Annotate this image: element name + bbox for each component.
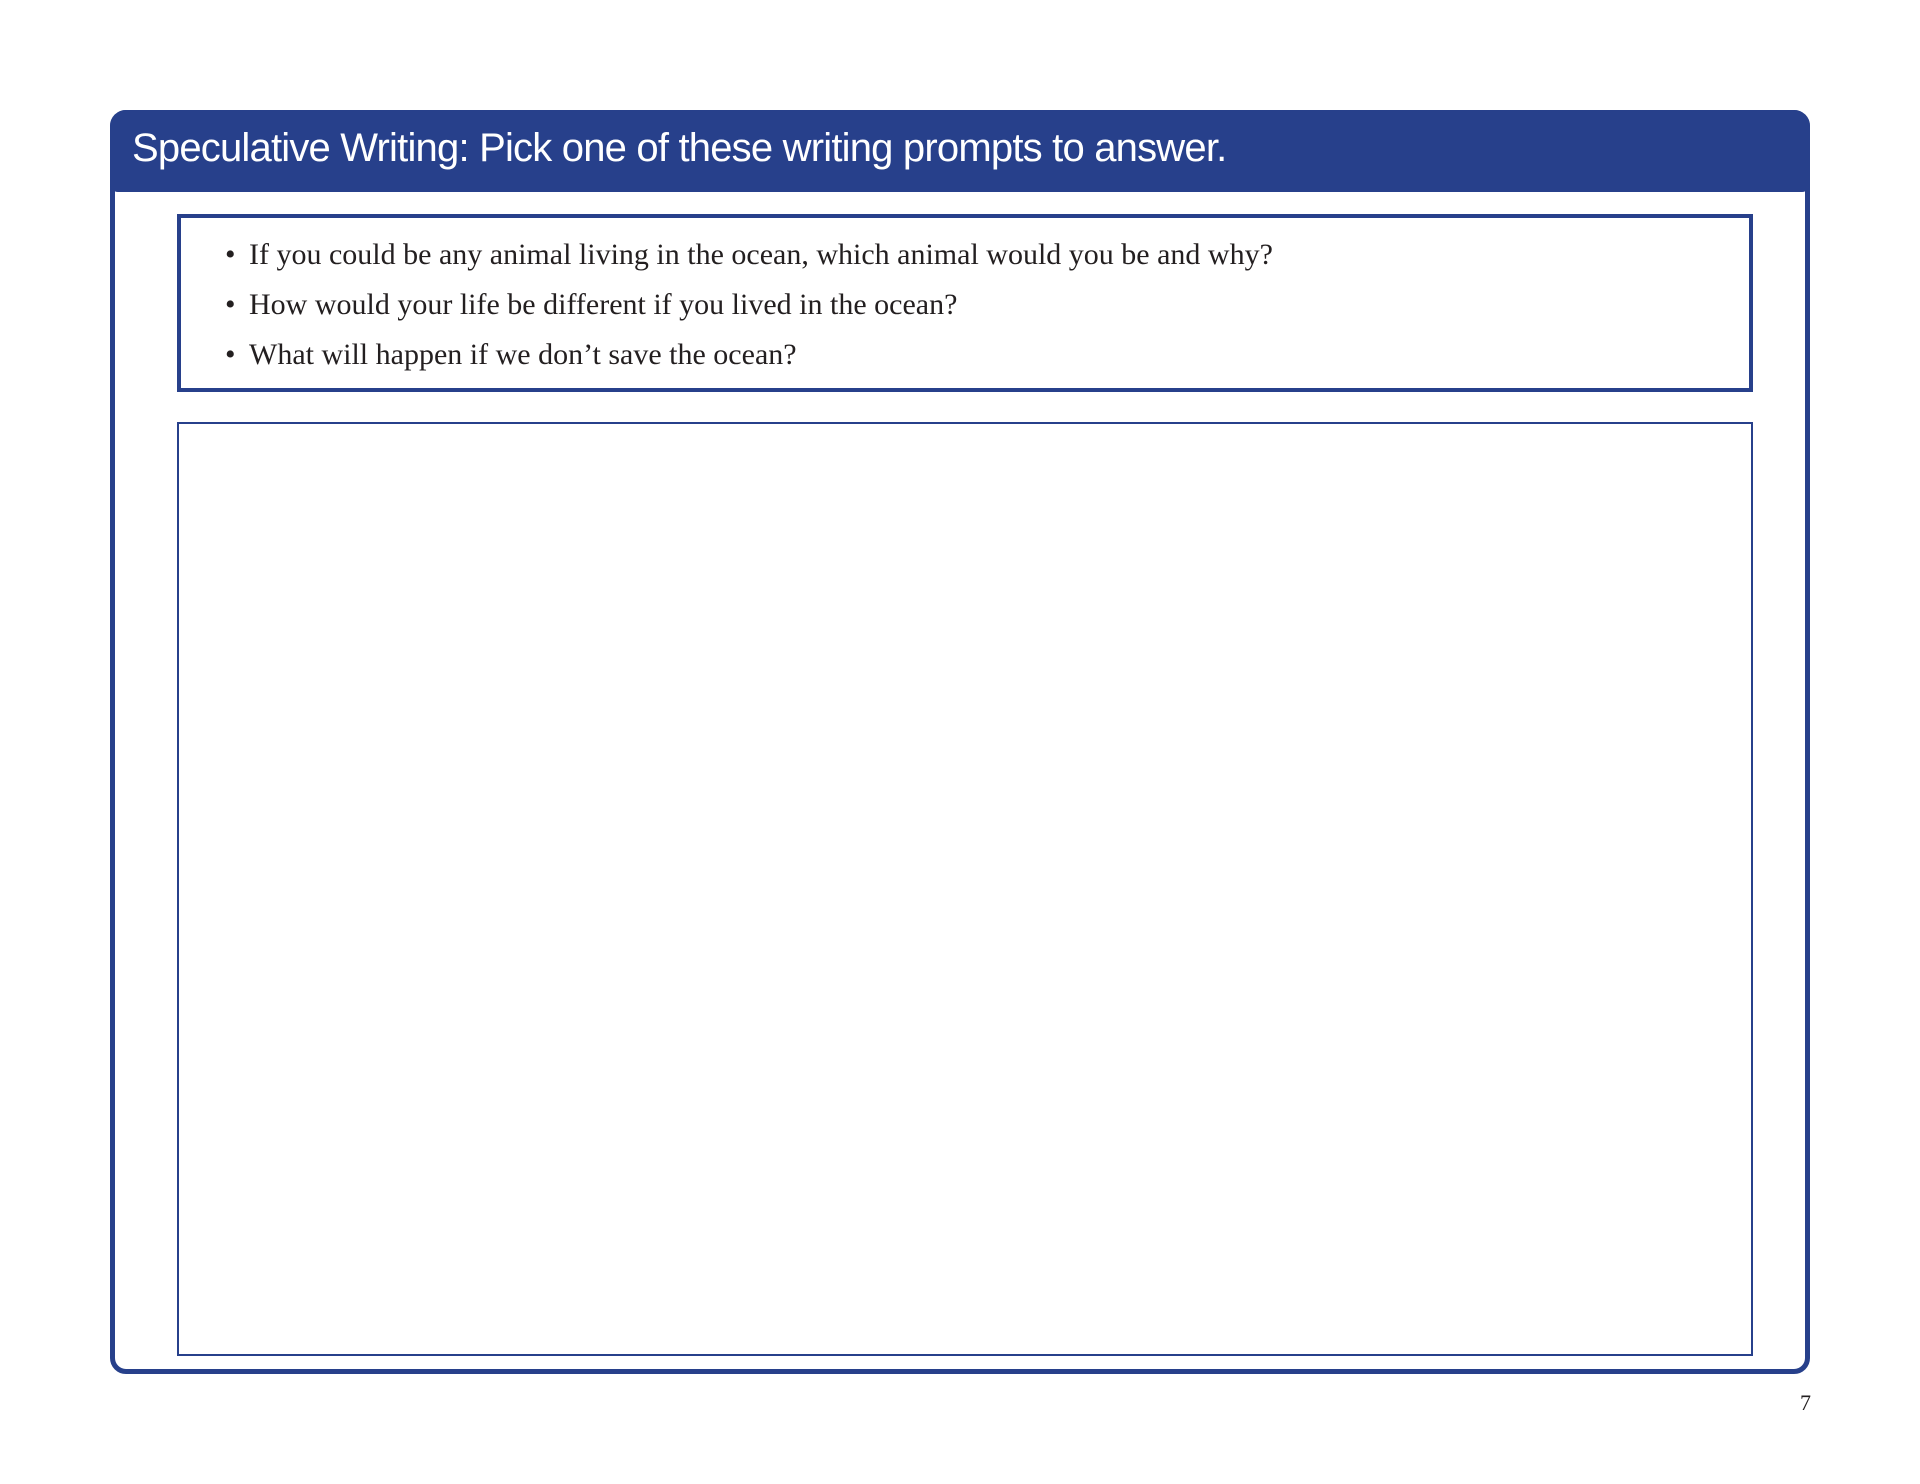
prompt-text: What will happen if we don’t save the ocean? [249,338,797,371]
writing-area[interactable] [177,422,1753,1356]
prompt-item [225,330,1273,380]
bullet-icon: • [225,288,236,321]
page-number: 7 [1800,1390,1811,1415]
prompt-item [225,280,1273,330]
prompt-text: If you could be any animal living in the ocean, which animal would you be and why? [249,238,1273,271]
header-bar [110,110,1810,192]
page-title: Speculative Writing: Pick one of these writing prompts to answer. [132,126,1227,170]
bullet-icon: • [225,338,236,371]
prompt-list [225,230,1273,380]
prompts-box [177,214,1753,392]
bullet-icon: • [225,238,236,271]
prompt-text: How would your life be different if you lived in the ocean? [249,288,958,321]
worksheet-frame [110,110,1810,1374]
prompt-item [225,230,1273,280]
